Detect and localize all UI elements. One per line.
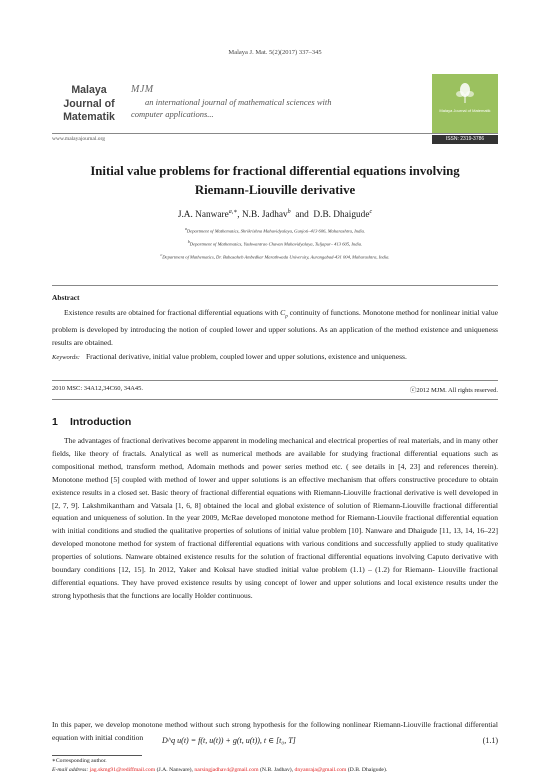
- author-name: J.A. Nanware: [177, 210, 229, 221]
- journal-name: [52, 84, 126, 125]
- equation: [52, 736, 498, 750]
- paper-title-line: Initial value problems for fractional differential equations involving: [90, 164, 460, 178]
- email-owner: (N.B. Jadhav): [259, 766, 292, 773]
- abstract-mid-rule: [52, 380, 498, 381]
- abstract-math-subscript: p: [285, 314, 288, 320]
- introduction-paragraph: The advantages of fractional derivatives become apparent in modeling mechanical and electrical properties of real materials, and in many other fields, like theory of fractals. Analytical as well as numerical methods are available for studying fractional differential equations such as compositional method, transform method, Adomain methods and power series method etc. ( see details in [4, 23] and references therein). Monotone method [5] coupled with method of lower and upper solutions is an effective mechanism that offers constructive procedure to obtain existence results in a closed set. Basic theory of fractional differential equations with Riemann-Liouville fractional derivative is well developed in [2, 7, 9]. Lakshmikantham and Vatsala [1, 6, 8] obtained the local and global existence of solution of Riemann-Liouville fractional differential equation and uniqueness of solution. In the year 2009, McRae developed monotone method for Riemann-Liouvile fractional differential equation with initial conditions and studied the qualitative properties of solutions of initial value problem [10]. Nanware and Dhaigude [11, 13, 14, 16–22] developed monotone method for system of fractional differential equations with various conditions and successfully applied to study qualitative properties of solutions. Nanware obtained existence results for the solution of fractional differential equations involving Caputo derivative with boundary conditions [12, 15]. In 2012, Yaker and Koksal have studied initial value problem (1.1) – (1.2) for Riemann- Liouville fractional differential equations. They have proved existence results by using concept of lower and upper solutions and local existence results under the strong hypothesis that the functions are locally Holder continuous.: [52, 436, 498, 600]
- affiliation: [0, 239, 550, 247]
- email-link[interactable]: jag.skmg91@rediffmail.com: [89, 766, 156, 773]
- journal-name-line: Matematik: [63, 111, 115, 123]
- abstract-text: [52, 307, 498, 350]
- author-superscript: b: [287, 209, 291, 215]
- mjm-label: MJM: [131, 84, 154, 95]
- affiliation-superscript: b: [187, 239, 190, 244]
- affiliation-superscript: c: [160, 252, 163, 257]
- abstract-heading: Abstract: [52, 293, 80, 302]
- journal-name-line: Journal of: [63, 97, 115, 110]
- abstract-top-rule: [52, 285, 498, 286]
- equation-body: D^q u(t) = f(t, u(t)) + g(t, u(t)), t ∈ [t₀, T]: [162, 736, 296, 745]
- email-label: E-mail address:: [52, 766, 89, 773]
- keywords: [52, 351, 498, 365]
- abstract-math: C: [280, 308, 286, 317]
- abstract-bottom-rule: [52, 399, 498, 400]
- email-line: E-mail address: jag.skmg91@rediffmail.com (J.A. Nanware), narsingjadhav4@gmail.com (N.B. Jadhav), dnyanraja@gmail.com (D.B. Dhaigude).: [52, 766, 388, 773]
- copyright-notice: ⓒ2012 MJM. All rights reserved.: [409, 387, 498, 394]
- website-link[interactable]: www.malayajournal.org: [52, 136, 105, 142]
- footnote: [52, 757, 498, 774]
- author-name: N.B. Jadhav: [241, 210, 288, 221]
- section-title: Introduction: [70, 416, 132, 428]
- affiliation-superscript: a: [184, 226, 187, 231]
- issn-badge: ISSN: 2319-3786: [432, 135, 498, 144]
- abstract-text-part: continuity of functions. Monotone method for nonlinear initial value problem is developed by introducing the notion of coupled lower and upper solutions. As an application of the method existence and uniqueness results are obtained.: [52, 308, 498, 348]
- paper-title-line: Riemann-Liouville derivative: [194, 183, 356, 197]
- masthead-rule: [52, 133, 498, 134]
- logo-text: Malaya Journal of Matematik: [439, 108, 491, 113]
- affiliation-text: Department of Mathematics, Shrikrishna Mahavidyalaya, Gunjoti–413 606, Maharashtra, India.: [186, 228, 366, 234]
- leaf-icon: [455, 82, 475, 104]
- section-number: 1: [52, 416, 58, 428]
- author-name: D.B. Dhaigude: [313, 210, 370, 221]
- journal-logo: [432, 74, 498, 133]
- journal-reference: Malaya J. Mat. 5(2)(2017) 337–345: [228, 49, 322, 56]
- paper-title: [60, 162, 490, 200]
- author-superscript: c: [369, 209, 373, 215]
- email-link[interactable]: narsingjadhav4@gmail.com: [194, 766, 259, 773]
- email-owner: (D.B. Dhaigude).: [347, 766, 388, 773]
- abstract-text-part: Existence results are obtained for fractional differential equations with: [64, 308, 281, 317]
- journal-subtitle: [131, 96, 332, 120]
- affiliation: [0, 252, 550, 260]
- affiliation-text: Department of Mathematics, Dr. Babasaheb Ambedkar Marathwada University, Aurangabad-431 004, Maharashtra, India.: [162, 254, 390, 260]
- keywords-text: Fractional derivative, initial value problem, coupled lower and upper solutions, existence and uniqueness.: [85, 352, 407, 361]
- section-heading: [52, 416, 131, 428]
- email-owner: (J.A. Nanware): [156, 766, 192, 773]
- msc-codes: 2010 MSC: 34A12,34C60, 34A45.: [52, 385, 144, 392]
- author-superscript: a,∗: [228, 209, 238, 215]
- journal-subtitle-line: an international journal of mathematical sciences with: [145, 97, 332, 107]
- author-separator: and: [295, 210, 309, 221]
- affiliation-text: Department of Mathematics, Yashwantrao Chavan Mahavidyalaya, Tuljapur– 413 605, India.: [189, 241, 363, 247]
- keywords-label: Keywords:: [52, 354, 80, 361]
- corresponding-author-note: ∗Corresponding author.: [52, 758, 107, 764]
- email-link[interactable]: dnyanraja@gmail.com: [294, 766, 347, 773]
- journal-name-line: Malaya: [71, 84, 107, 96]
- affiliation: [0, 226, 550, 234]
- footnote-rule: [52, 755, 142, 756]
- journal-subtitle-line: computer applications...: [131, 109, 214, 119]
- equation-number: (1.1): [482, 736, 498, 745]
- author-list: J.A. Nanware$^{a,∗}$, N.B. Jadhav$^b$ and D.B. Dhaigude$^c$: [177, 209, 373, 221]
- introduction-paragraph: In this paper, we develop monotone method without such strong hypothesis for the following nonlinear Riemann-Liouville fractional differential equation with initial condition: [52, 720, 498, 742]
